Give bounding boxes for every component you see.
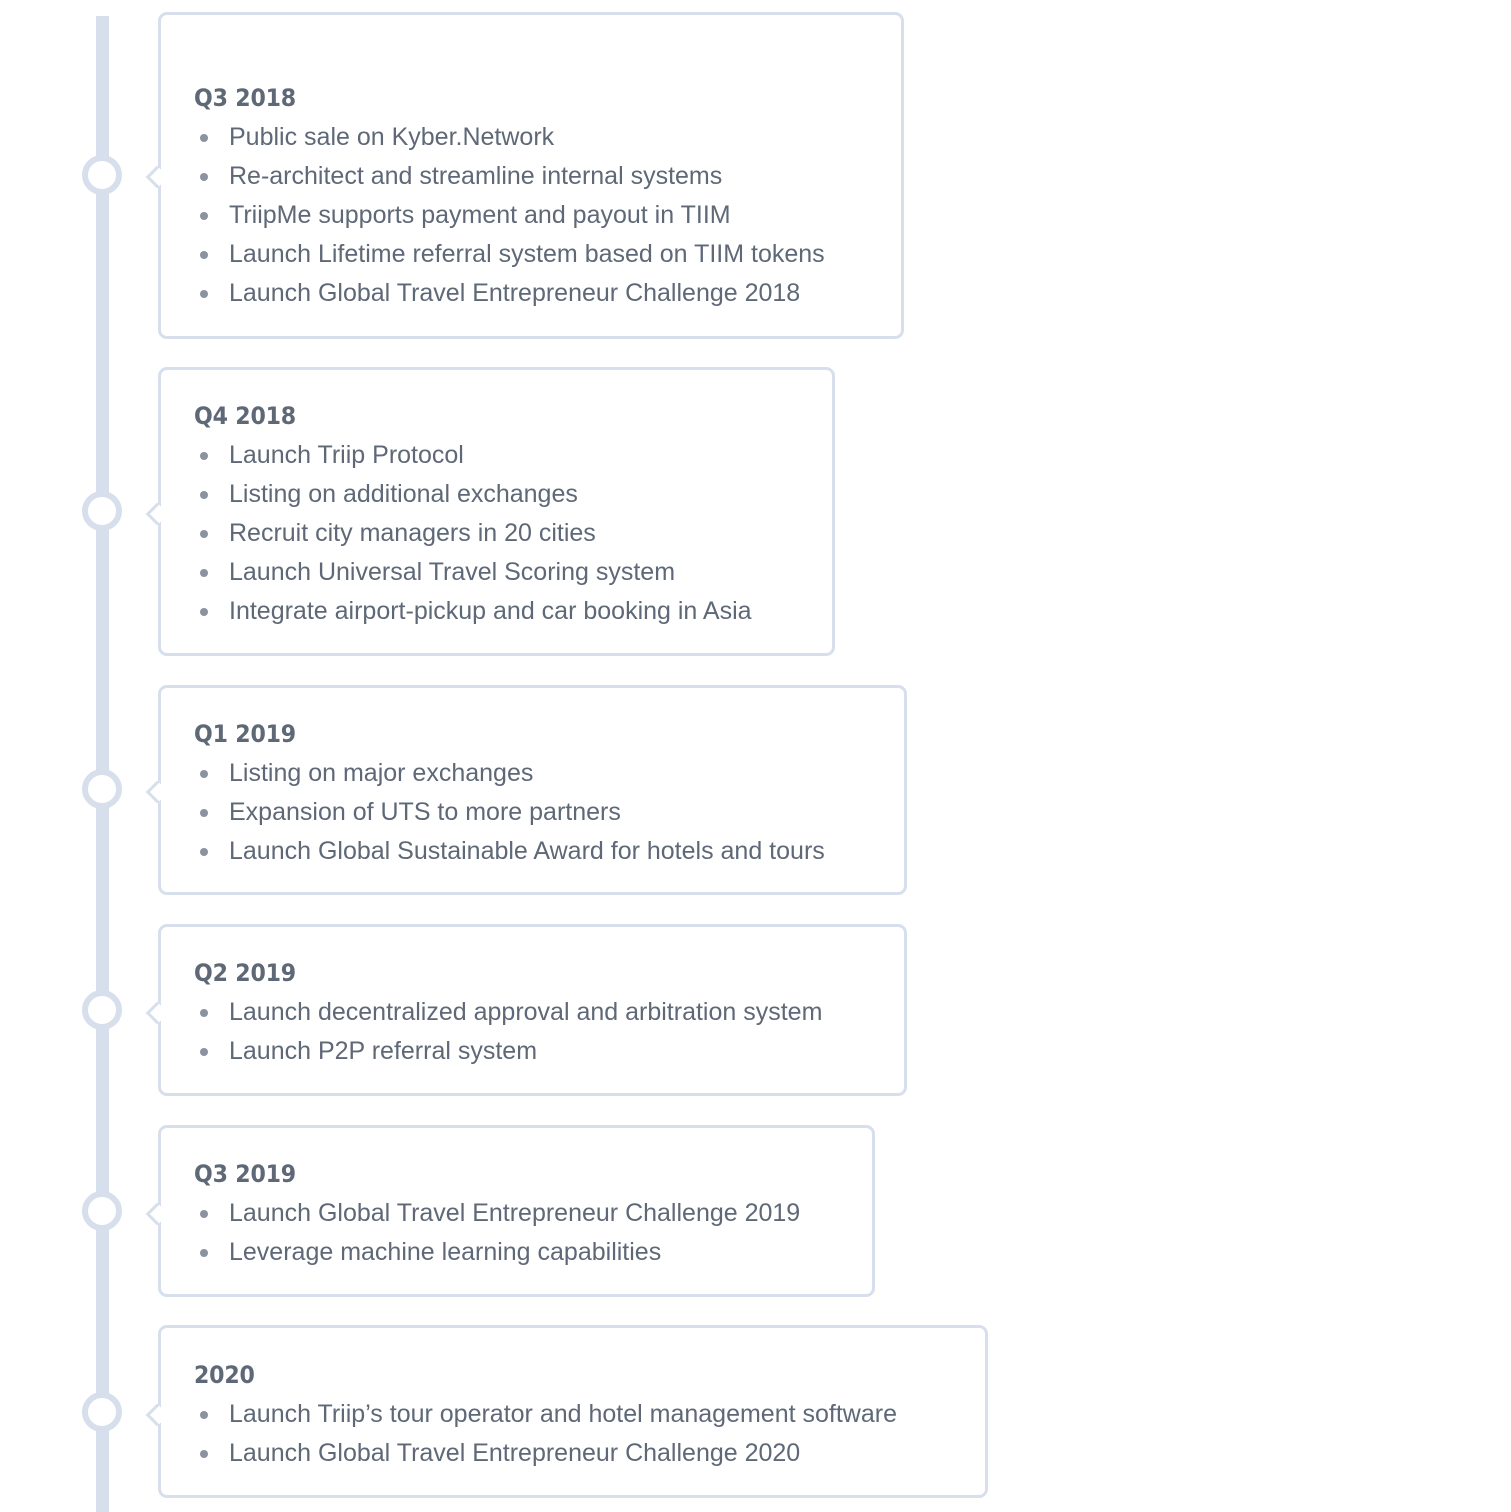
milestone-period: 2020 bbox=[194, 1361, 255, 1389]
milestone-item: Launch Triip’s tour operator and hotel management software bbox=[194, 1395, 897, 1434]
card-pointer bbox=[146, 503, 169, 526]
milestone-item: Launch Global Travel Entrepreneur Challenge 2020 bbox=[194, 1434, 897, 1473]
milestone-item: Launch decentralized approval and arbitration system bbox=[194, 993, 822, 1032]
milestone-item: Launch Triip Protocol bbox=[194, 436, 752, 475]
milestone-card-q3-2019 bbox=[158, 1125, 875, 1297]
timeline-rail bbox=[96, 16, 109, 1512]
milestone-node bbox=[82, 990, 122, 1030]
milestone-item: Launch Global Travel Entrepreneur Challenge 2018 bbox=[194, 274, 825, 313]
card-pointer bbox=[146, 1002, 169, 1025]
milestone-item-list bbox=[194, 1395, 897, 1473]
milestone-item: Listing on major exchanges bbox=[194, 754, 825, 793]
milestone-period: Q3 2019 bbox=[194, 1160, 296, 1188]
milestone-item: Launch Lifetime referral system based on TIIM tokens bbox=[194, 235, 825, 274]
milestone-period: Q4 2018 bbox=[194, 402, 296, 430]
card-pointer bbox=[146, 1404, 169, 1427]
milestone-item: Expansion of UTS to more partners bbox=[194, 793, 825, 832]
milestone-node bbox=[82, 491, 122, 531]
milestone-period: Q3 2018 bbox=[194, 84, 296, 112]
milestone-item: Leverage machine learning capabilities bbox=[194, 1233, 800, 1272]
milestone-card-2020 bbox=[158, 1325, 988, 1498]
milestone-node bbox=[82, 1191, 122, 1231]
milestone-item-list bbox=[194, 436, 752, 631]
milestone-item: Listing on additional exchanges bbox=[194, 475, 752, 514]
card-pointer bbox=[146, 166, 169, 189]
milestone-card-q2-2019 bbox=[158, 924, 907, 1096]
milestone-card-q3-2018 bbox=[158, 12, 904, 339]
milestone-period: Q1 2019 bbox=[194, 720, 296, 748]
milestone-node bbox=[82, 155, 122, 195]
milestone-period: Q2 2019 bbox=[194, 959, 296, 987]
milestone-item: Re-architect and streamline internal systems bbox=[194, 157, 825, 196]
milestone-card-q1-2019 bbox=[158, 685, 907, 895]
milestone-item: TriipMe supports payment and payout in TIIM bbox=[194, 196, 825, 235]
milestone-item: Integrate airport-pickup and car booking in Asia bbox=[194, 592, 752, 631]
card-pointer bbox=[146, 781, 169, 804]
milestone-item: Recruit city managers in 20 cities bbox=[194, 514, 752, 553]
milestone-node bbox=[82, 769, 122, 809]
card-pointer bbox=[146, 1203, 169, 1226]
milestone-item-list bbox=[194, 118, 825, 313]
milestone-item-list bbox=[194, 1194, 800, 1272]
milestone-node bbox=[82, 1392, 122, 1432]
milestone-item: Launch Global Travel Entrepreneur Challenge 2019 bbox=[194, 1194, 800, 1233]
milestone-item: Public sale on Kyber.Network bbox=[194, 118, 825, 157]
milestone-item-list bbox=[194, 993, 822, 1071]
milestone-item: Launch Global Sustainable Award for hotels and tours bbox=[194, 832, 825, 871]
milestone-item: Launch P2P referral system bbox=[194, 1032, 822, 1071]
milestone-item: Launch Universal Travel Scoring system bbox=[194, 553, 752, 592]
milestone-item-list bbox=[194, 754, 825, 871]
milestone-card-q4-2018 bbox=[158, 367, 835, 656]
